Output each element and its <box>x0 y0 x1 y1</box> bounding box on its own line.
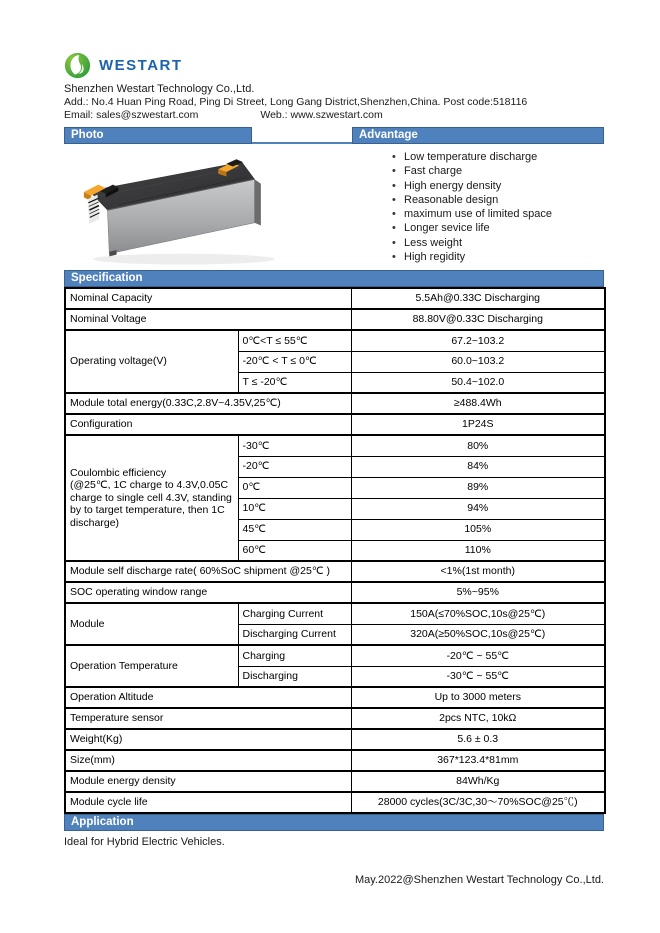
spec-subrow <box>65 603 605 624</box>
footer-copyright: May.2022@Shenzhen Westart Technology Co.,Ltd. <box>354 874 604 886</box>
spec-row <box>65 750 605 771</box>
spec-value: 320A(≥50%SOC,10s@25℃) <box>351 624 605 645</box>
advantage-item: • Reasonable design <box>392 193 604 207</box>
spec-label: Operation Altitude <box>65 687 351 708</box>
spec-group-label: Operating voltage(V) <box>65 330 238 393</box>
spec-value: 89% <box>351 477 605 498</box>
spec-table-body <box>65 288 605 813</box>
application-text: Ideal for Hybrid Electric Vehicles. <box>64 836 225 848</box>
spec-label: Size(mm) <box>65 750 351 771</box>
spec-label: Nominal Capacity <box>65 288 351 309</box>
advantage-item: • Less weight <box>392 236 604 250</box>
spec-row <box>65 792 605 813</box>
spec-value: 80% <box>351 435 605 456</box>
spec-value: 60.0~103.2 <box>351 351 605 372</box>
spec-value: 50.4~102.0 <box>351 372 605 393</box>
spec-label: Configuration <box>65 414 351 435</box>
spec-value: -30℃ ~ 55℃ <box>351 666 605 687</box>
spec-value: Up to 3000 meters <box>351 687 605 708</box>
spec-value: 94% <box>351 498 605 519</box>
spec-condition: -20℃ < T ≤ 0℃ <box>238 351 351 372</box>
spec-label: SOC operating window range <box>65 582 351 603</box>
spec-value: <1%(1st month) <box>351 561 605 582</box>
company-name: Shenzhen Westart Technology Co.,Ltd. <box>64 83 255 95</box>
contact-line <box>64 109 604 122</box>
spec-value: 67.2~103.2 <box>351 330 605 351</box>
photo-advantage-bars <box>64 127 604 144</box>
advantage-item: • Fast charge <box>392 164 604 178</box>
spec-condition: 60℃ <box>238 540 351 561</box>
advantage-list <box>392 150 604 264</box>
spec-row <box>65 729 605 750</box>
company-address: Add.: No.4 Huan Ping Road, Ping Di Street, Long Gang District,Shenzhen,China. Post code:518116 <box>64 96 528 108</box>
spec-condition: Charging Current <box>238 603 351 624</box>
spec-value: 110% <box>351 540 605 561</box>
brand-name: WESTART <box>99 56 183 74</box>
spec-label: Nominal Voltage <box>65 309 351 330</box>
spec-value: 105% <box>351 519 605 540</box>
spec-value: 28000 cycles(3C/3C,30～70%SOC@25℃) <box>351 792 605 813</box>
spec-condition: 10℃ <box>238 498 351 519</box>
westart-logo-icon <box>64 52 91 79</box>
spec-value: ≥488.4Wh <box>351 393 605 414</box>
brand-header <box>64 50 604 80</box>
advantage-item: • High energy density <box>392 179 604 193</box>
spec-row <box>65 771 605 792</box>
spec-value: 1P24S <box>351 414 605 435</box>
advantage-item: • maximum use of limited space <box>392 207 604 221</box>
bar-gap-divider <box>252 127 352 144</box>
spec-label: Module self discharge rate( 60%SoC shipment @25℃ ) <box>65 561 351 582</box>
spec-label: Module cycle life <box>65 792 351 813</box>
spec-subrow <box>65 645 605 666</box>
spec-label: Module energy density <box>65 771 351 792</box>
spec-row <box>65 582 605 603</box>
spec-row <box>65 288 605 309</box>
company-email: Email: sales@szwestart.com <box>64 109 199 121</box>
spec-value: 5.6 ± 0.3 <box>351 729 605 750</box>
spec-label: Temperature sensor <box>65 708 351 729</box>
spec-group-label: Module <box>65 603 238 645</box>
advantage-item: • Longer sevice life <box>392 221 604 235</box>
specification-table <box>64 287 606 814</box>
spec-value: 367*123.4*81mm <box>351 750 605 771</box>
photo-section-bar: Photo <box>64 127 252 144</box>
spec-value: 84% <box>351 456 605 477</box>
advantage-item: • Low temperature discharge <box>392 150 604 164</box>
spec-value: 5%~95% <box>351 582 605 603</box>
spec-row <box>65 393 605 414</box>
spec-condition: 45℃ <box>238 519 351 540</box>
spec-row <box>65 309 605 330</box>
spec-subrow <box>65 330 605 351</box>
spec-row <box>65 708 605 729</box>
spec-label: Module total energy(0.33C,2.8V~4.35V,25℃) <box>65 393 351 414</box>
spec-value: 88.80V@0.33C Discharging <box>351 309 605 330</box>
spec-value: 150A(≤70%SOC,10s@25℃) <box>351 603 605 624</box>
specification-section-bar: Specification <box>64 270 604 287</box>
company-website: Web.: www.szwestart.com <box>260 109 383 121</box>
spec-condition: -30℃ <box>238 435 351 456</box>
spec-condition: T ≤ -20℃ <box>238 372 351 393</box>
spec-row <box>65 561 605 582</box>
battery-module-photo <box>82 152 300 270</box>
spec-condition: Charging <box>238 645 351 666</box>
spec-group-label: Operation Temperature <box>65 645 238 687</box>
advantage-section-bar: Advantage <box>352 127 604 144</box>
spec-group-label: Coulombic efficiency (@25℃, 1C charge to 4.3V,0.05C charge to single cell 4.3V, standing by to target temperature, then 1C discharge) <box>65 435 238 561</box>
spec-condition: 0℃<T ≤ 55℃ <box>238 330 351 351</box>
product-photo-area <box>64 144 352 270</box>
spec-label: Weight(Kg) <box>65 729 351 750</box>
spec-row <box>65 687 605 708</box>
spec-row <box>65 414 605 435</box>
spec-value: 5.5Ah@0.33C Discharging <box>351 288 605 309</box>
application-section-bar: Application <box>64 814 604 831</box>
spec-value: 84Wh/Kg <box>351 771 605 792</box>
spec-condition: Discharging <box>238 666 351 687</box>
advantage-item: • High regidity <box>392 250 604 264</box>
spec-value: 2pcs NTC, 10kΩ <box>351 708 605 729</box>
spec-condition: 0℃ <box>238 477 351 498</box>
spec-subrow <box>65 435 605 456</box>
spec-condition: Discharging Current <box>238 624 351 645</box>
spec-condition: -20℃ <box>238 456 351 477</box>
spec-value: -20℃ ~ 55℃ <box>351 645 605 666</box>
